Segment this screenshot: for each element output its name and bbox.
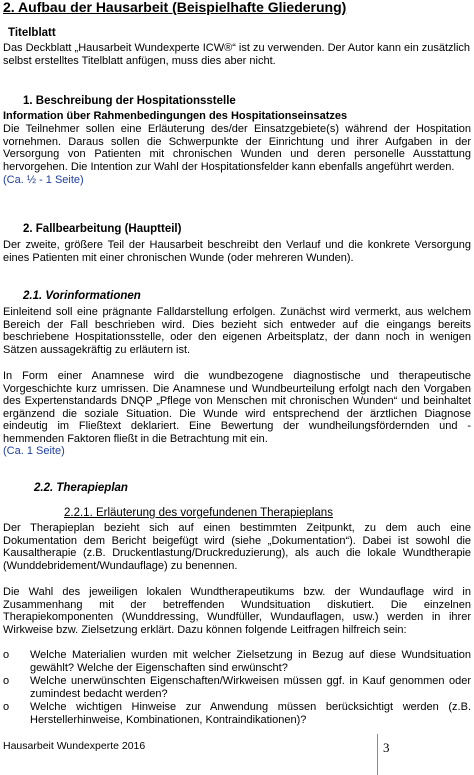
section-2-2-1-paragraph-2: Die Wahl des jeweiligen lokalen Wundtherapeutikums bzw. der Wundauflage wird in Zusammenhang mit der betreffenden Wundsituation diskutiert. Die einzelnen Therapiekomponenten (Wunddressing, Wundfüller, Wundauflagen, usw.) werden in ihrer Wirkweise bzw. Zielsetzung erklärt. Dazu können folgende Leitfragen hilfreich sein: xyxy=(3,586,471,636)
footer-text: Hausarbeit Wundexperte 2016 xyxy=(3,740,146,752)
bullet-marker: o xyxy=(3,675,10,687)
section-2-text: Der zweite, größere Teil der Hausarbeit beschreibt den Verlauf und die konkrete Versorgung eines Patienten mit einer chronischen Wunde (oder mehreren Wunden). xyxy=(3,239,471,264)
section-1-subtitle: Information über Rahmenbedingungen des Hospitationseinsatzes xyxy=(3,110,348,122)
section-2-2-title: 2.2. Therapieplan xyxy=(34,482,128,494)
section-1-title: 1. Beschreibung der Hospitationsstelle xyxy=(23,95,236,107)
list-item xyxy=(3,701,471,726)
section-2-1-paragraph-2: In Form einer Anamnese wird die wundbezogene diagnostische und therapeutische Vorgeschichte kurz umrissen. Die Anamnese und Wundbeurteilung erfolgt nach den Vorgaben des Expertenstandards DNQP „Pflege von Menschen mit chronischen Wunden“ und beinhaltet ergänzend die soziale Situation. Die Wunde wird entsprechend der ärztlichen Diagnose eindeutig im Fließtext deklariert. Eine Bewertung der wundheilungsfördernden und -hemmenden Faktoren fließt in die Betrachtung mit ein. xyxy=(3,370,471,445)
section-2-1-length-note: (Ca. 1 Seite) xyxy=(3,445,65,457)
page-number: 3 xyxy=(383,740,390,755)
section-1-text: Die Teilnehmer sollen eine Erläuterung des/der Einsatzgebiete(s) während der Hospitation vornehmen. Daraus sollen die Schwerpunkte der Einrichtung und ihrer Aufgaben in der Versorgung von Patienten mit chronischen Wunden und deren personelle Ausstattung hervorgehen. Die Intention zur Wahl der Hospitationsfelder kann ebenfalls angeführt werden. xyxy=(3,123,471,173)
section-2-title: 2. Fallbearbeitung (Hauptteil) xyxy=(23,223,182,235)
bullet-marker: o xyxy=(3,649,10,661)
page-number-divider xyxy=(377,734,472,775)
list-item-text: Welche Materialien wurden mit welcher Zielsetzung in Bezug auf diese Wundsituation gewählt? Welche der Eigenschaften sind erwünscht? xyxy=(30,649,471,674)
section-2-1-paragraph-1: Einleitend soll eine prägnante Falldarstellung erfolgen. Zunächst wird vermerkt, aus welchem Bereich der Fall beschrieben wird. Dies bezieht sich entweder auf die eingangs bereits beschriebene Hospitationsstelle, oder den eigenen Arbeitsplatz, der dann noch in wenigen Sätzen aussagekräftig zu erläutern ist. xyxy=(3,306,471,356)
bullet-marker: o xyxy=(3,701,10,713)
list-item xyxy=(3,675,471,700)
list-item-text: Welche wichtigen Hinweise zur Anwendung müssen berücksichtigt werden (z.B. Herstellerhinweise, Kombinationen, Kontraindikationen)? xyxy=(30,701,471,726)
titelblatt-text: Das Deckblatt „Hausarbeit Wundexperte ICW®“ ist zu verwenden. Der Autor kann ein zusätzlich selbst erstelltes Titelblatt anfügen, muss dies aber nicht. xyxy=(3,42,471,67)
list-item-text: Welche unerwünschten Eigenschaften/Wirkweisen müssen ggf. in Kauf genommen oder zumindest bedacht werden? xyxy=(30,675,471,700)
section-2-2-1-title: 2.2.1. Erläuterung des vorgefundenen Therapieplans xyxy=(64,507,333,519)
list-item xyxy=(3,649,471,674)
section-1-length-note: (Ca. ½ - 1 Seite) xyxy=(3,174,84,186)
page-heading: 2. Aufbau der Hausarbeit (Beispielhafte Gliederung) xyxy=(3,0,347,15)
titelblatt-title: Titelblatt xyxy=(8,27,56,39)
section-2-2-1-paragraph-1: Der Therapieplan bezieht sich auf einen bestimmten Zeitpunkt, zu dem auch eine Dokumentation dem Bericht beigefügt wird (siehe „Dokumentation“). Dabei ist sowohl die Kausaltherapie (z.B. Druckentlastung/Druckreduzierung), als auch die lokale Wundtherapie (Wunddebridement/Wundauflage) zu benennen. xyxy=(3,522,471,572)
section-2-1-title: 2.1. Vorinformationen xyxy=(23,290,141,302)
